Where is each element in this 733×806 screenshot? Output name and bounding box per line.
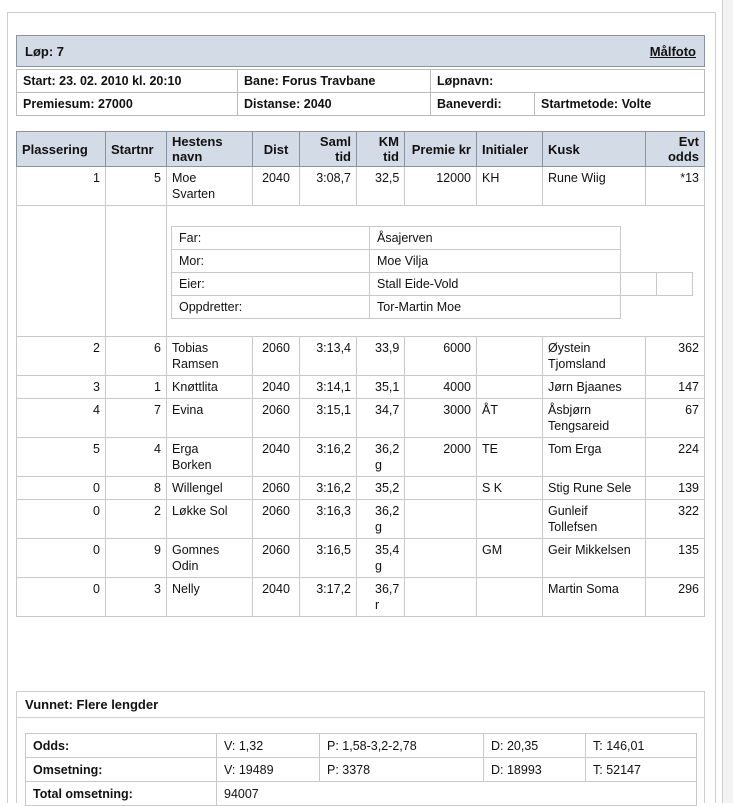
cell-horse-name (167, 539, 253, 578)
cell-driver-text: Jørn Bjaanes (548, 380, 622, 394)
cell-horse-name (167, 578, 253, 617)
cell-horse-name-text: Nelly (172, 582, 200, 596)
cell-total-time (300, 578, 357, 617)
cell-prize-text: 3000 (443, 403, 471, 417)
cell-horse-name (167, 500, 253, 539)
cell-startnr-text: 7 (154, 403, 161, 417)
cell-odds (646, 167, 705, 206)
cell-initials-text: S K (482, 481, 503, 495)
pedigree-label: Mor: (172, 249, 370, 272)
cell-horse-name-text: Knøttlita (172, 380, 218, 394)
cell-placement (17, 167, 106, 206)
cell-horse-name-text: Gomnes Odin (172, 543, 220, 573)
cell-startnr (106, 167, 167, 206)
photo-finish-link[interactable]: Målfoto (649, 43, 696, 59)
cell-total-time (300, 500, 357, 539)
cell-startnr (106, 376, 167, 399)
cell-prize (405, 337, 477, 376)
cell-prize-text: 4000 (443, 380, 471, 394)
track-value-label: Baneverdi: (431, 93, 535, 116)
cell-total-time-text: 3:16,5 (316, 543, 351, 557)
cell-prize (405, 438, 477, 477)
cell-placement (17, 578, 106, 617)
cell-odds-text: *13 (680, 171, 699, 185)
cell-dist (253, 337, 300, 376)
cell-driver (543, 477, 646, 500)
won-by: Vunnet: Flere lengder (16, 691, 705, 718)
cell-horse-name-text: Willengel (172, 481, 223, 495)
cell-odds-text: 67 (685, 403, 699, 417)
cell-startnr (106, 500, 167, 539)
scrollbar-track[interactable] (722, 0, 733, 803)
cell-dist (253, 438, 300, 477)
turnover-place: P: 3378 (320, 758, 484, 782)
table-row (17, 477, 705, 500)
cell-horse-name-text: Evina (172, 403, 204, 417)
cell-km-time (357, 578, 405, 617)
cell-km-time (357, 167, 405, 206)
cell-placement (17, 477, 106, 500)
col-horse-name: Hestens navn (167, 132, 253, 167)
pedigree-item (172, 226, 693, 249)
total-turnover-value: 94007 (217, 782, 697, 806)
cell-driver-text: Martin Soma (548, 582, 619, 596)
cell-startnr-text: 6 (154, 341, 161, 355)
cell-odds (646, 376, 705, 399)
cell-placement-text: 4 (93, 403, 100, 417)
prize-sum-info: Premiesum: 27000 (17, 93, 238, 116)
cell-placement (17, 337, 106, 376)
distance-info: Distanse: 2040 (238, 93, 431, 116)
cell-prize (405, 167, 477, 206)
cell-prize (405, 539, 477, 578)
cell-dist-text: 2060 (262, 504, 290, 518)
pedigree-row (17, 206, 705, 337)
cell-initials (477, 578, 543, 617)
pedigree-item (172, 272, 693, 295)
pedigree-spacer (106, 206, 167, 337)
cell-odds-text: 322 (678, 504, 699, 518)
table-row (17, 500, 705, 539)
cell-prize-text: 6000 (443, 341, 471, 355)
cell-initials-text: GM (482, 543, 503, 557)
col-driver: Kusk (543, 132, 646, 167)
cell-total-time-text: 3:08,7 (316, 171, 351, 185)
col-km-time: KM tid (357, 132, 405, 167)
cell-driver-text: Rune Wiig (548, 171, 606, 185)
cell-odds (646, 578, 705, 617)
table-row (17, 376, 705, 399)
pedigree-label: Far: (172, 226, 370, 249)
cell-dist (253, 500, 300, 539)
table-row (17, 167, 705, 206)
pedigree-label: Eier: (172, 272, 370, 295)
cell-total-time-text: 3:16,2 (316, 442, 351, 456)
cell-placement-text: 0 (93, 543, 100, 557)
cell-km-time-text: 36,2 g (375, 442, 400, 472)
cell-dist (253, 376, 300, 399)
table-row (17, 337, 705, 376)
cell-horse-name (167, 337, 253, 376)
cell-km-time-text: 34,7 (375, 403, 400, 417)
cell-odds (646, 539, 705, 578)
cell-odds-text: 139 (678, 481, 699, 495)
cell-dist-text: 2040 (262, 380, 290, 394)
cell-driver (543, 578, 646, 617)
race-info-table (16, 69, 705, 116)
cell-startnr-text: 4 (154, 442, 161, 456)
cell-placement (17, 500, 106, 539)
cell-dist (253, 167, 300, 206)
turnover-win: V: 19489 (217, 758, 320, 782)
pedigree-value: Tor-Martin Moe (370, 295, 621, 318)
cell-km-time (357, 500, 405, 539)
cell-initials (477, 337, 543, 376)
cell-km-time (357, 337, 405, 376)
turnover-label: Omsetning: (26, 758, 217, 782)
cell-placement (17, 376, 106, 399)
total-turnover-label: Total omsetning: (26, 782, 217, 806)
turnover-trio: T: 52147 (586, 758, 697, 782)
cell-initials-text: KH (482, 171, 500, 185)
cell-prize (405, 500, 477, 539)
cell-km-time-text: 35,2 (375, 481, 400, 495)
cell-odds-text: 224 (678, 442, 699, 456)
cell-driver (543, 399, 646, 438)
cell-dist (253, 399, 300, 438)
cell-prize (405, 477, 477, 500)
cell-initials (477, 376, 543, 399)
race-name-label: Løpnavn: (431, 70, 705, 93)
pedigree-extra (621, 272, 657, 295)
pedigree-item (172, 249, 693, 272)
cell-total-time (300, 539, 357, 578)
cell-odds (646, 500, 705, 539)
cell-placement (17, 399, 106, 438)
cell-km-time (357, 399, 405, 438)
pedigree-value: Åsajerven (370, 226, 621, 249)
cell-driver-text: Tom Erga (548, 442, 602, 456)
cell-placement-text: 5 (93, 442, 100, 456)
odds-table (25, 733, 697, 806)
cell-prize-text: 2000 (443, 442, 471, 456)
cell-dist-text: 2040 (262, 171, 290, 185)
pedigree-extra (657, 272, 693, 295)
start-info: Start: 23. 02. 2010 kl. 20:10 (17, 70, 238, 93)
cell-total-time (300, 376, 357, 399)
cell-initials-text: ÅT (482, 403, 498, 417)
col-prize: Premie kr (405, 132, 477, 167)
odds-trio: T: 146,01 (586, 734, 697, 758)
cell-total-time (300, 399, 357, 438)
cell-prize-text: 12000 (436, 171, 471, 185)
cell-total-time-text: 3:14,1 (316, 380, 351, 394)
cell-driver-text: Geir Mikkelsen (548, 543, 631, 557)
results-header-row (17, 132, 705, 167)
pedigree-item (172, 295, 693, 318)
cell-placement-text: 3 (93, 380, 100, 394)
cell-driver (543, 167, 646, 206)
cell-dist (253, 477, 300, 500)
cell-dist (253, 539, 300, 578)
cell-horse-name (167, 438, 253, 477)
odds-win: V: 1,32 (217, 734, 320, 758)
cell-startnr (106, 477, 167, 500)
cell-placement-text: 0 (93, 582, 100, 596)
col-initials: Initialer (477, 132, 543, 167)
cell-prize (405, 376, 477, 399)
cell-placement (17, 438, 106, 477)
pedigree-value: Stall Eide-Vold (370, 272, 621, 295)
cell-placement-text: 1 (93, 171, 100, 185)
cell-startnr (106, 578, 167, 617)
col-startnr: Startnr (106, 132, 167, 167)
cell-total-time-text: 3:15,1 (316, 403, 351, 417)
cell-startnr-text: 5 (154, 171, 161, 185)
cell-startnr-text: 8 (154, 481, 161, 495)
cell-initials-text: TE (482, 442, 498, 456)
cell-dist-text: 2040 (262, 582, 290, 596)
cell-startnr (106, 539, 167, 578)
cell-startnr-text: 1 (154, 380, 161, 394)
cell-driver-text: Åsbjørn Tengsareid (548, 403, 610, 433)
cell-km-time (357, 539, 405, 578)
pedigree-cell (167, 206, 705, 337)
cell-odds-text: 362 (678, 341, 699, 355)
cell-driver-text: Gunleif Tollefsen (548, 504, 598, 534)
cell-odds (646, 399, 705, 438)
odds-place: P: 1,58-3,2-2,78 (320, 734, 484, 758)
cell-startnr (106, 438, 167, 477)
cell-startnr (106, 399, 167, 438)
cell-prize (405, 399, 477, 438)
pedigree-value: Moe Vilja (370, 249, 621, 272)
cell-dist (253, 578, 300, 617)
cell-driver (543, 539, 646, 578)
cell-horse-name (167, 376, 253, 399)
cell-horse-name-text: Erga Borken (172, 442, 212, 472)
cell-initials (477, 399, 543, 438)
cell-total-time-text: 3:17,2 (316, 582, 351, 596)
table-row (17, 399, 705, 438)
race-header (16, 35, 705, 67)
race-title: Løp: 7 (25, 43, 64, 59)
cell-driver-text: Stig Rune Sele (548, 481, 632, 495)
odds-double: D: 20,35 (484, 734, 586, 758)
cell-dist-text: 2040 (262, 442, 290, 456)
cell-driver (543, 500, 646, 539)
start-method-info: Startmetode: Volte (535, 93, 705, 116)
cell-km-time-text: 35,1 (375, 380, 400, 394)
cell-odds-text: 296 (678, 582, 699, 596)
cell-km-time-text: 35,4 g (375, 543, 400, 573)
cell-horse-name-text: Tobias Ramsen (172, 341, 219, 371)
cell-odds-text: 147 (678, 380, 699, 394)
cell-startnr-text: 2 (154, 504, 161, 518)
cell-km-time-text: 32,5 (375, 171, 400, 185)
cell-dist-text: 2060 (262, 341, 290, 355)
cell-km-time (357, 376, 405, 399)
table-row (17, 438, 705, 477)
cell-horse-name (167, 477, 253, 500)
cell-total-time-text: 3:16,3 (316, 504, 351, 518)
cell-startnr-text: 9 (154, 543, 161, 557)
cell-total-time (300, 438, 357, 477)
cell-initials (477, 500, 543, 539)
cell-horse-name (167, 167, 253, 206)
cell-placement-text: 0 (93, 504, 100, 518)
pedigree-label: Oppdretter: (172, 295, 370, 318)
cell-initials (477, 539, 543, 578)
cell-initials (477, 438, 543, 477)
odds-label: Odds: (26, 734, 217, 758)
cell-odds (646, 337, 705, 376)
cell-km-time-text: 33,9 (375, 341, 400, 355)
cell-km-time (357, 438, 405, 477)
cell-total-time (300, 337, 357, 376)
cell-placement-text: 0 (93, 481, 100, 495)
cell-startnr (106, 337, 167, 376)
col-total-time: Saml tid (300, 132, 357, 167)
cell-km-time-text: 36,7 r (375, 582, 400, 612)
cell-odds (646, 438, 705, 477)
cell-total-time (300, 477, 357, 500)
pedigree-table (171, 226, 693, 319)
col-placement: Plassering (17, 132, 106, 167)
turnover-double: D: 18993 (484, 758, 586, 782)
track-info: Bane: Forus Travbane (238, 70, 431, 93)
table-row (17, 578, 705, 617)
cell-horse-name (167, 399, 253, 438)
cell-dist-text: 2060 (262, 543, 290, 557)
cell-driver (543, 438, 646, 477)
cell-driver (543, 376, 646, 399)
cell-dist-text: 2060 (262, 403, 290, 417)
table-row (17, 539, 705, 578)
col-dist: Dist (253, 132, 300, 167)
cell-km-time-text: 36,2 g (375, 504, 400, 534)
pedigree-spacer (17, 206, 106, 337)
results-table (16, 131, 705, 617)
cell-placement (17, 539, 106, 578)
cell-horse-name-text: Moe Svarten (172, 171, 216, 201)
cell-odds (646, 477, 705, 500)
cell-startnr-text: 3 (154, 582, 161, 596)
cell-horse-name-text: Løkke Sol (172, 504, 228, 518)
cell-dist-text: 2060 (262, 481, 290, 495)
cell-odds-text: 135 (678, 543, 699, 557)
cell-driver (543, 337, 646, 376)
cell-km-time (357, 477, 405, 500)
cell-total-time-text: 3:16,2 (316, 481, 351, 495)
cell-total-time (300, 167, 357, 206)
cell-placement-text: 2 (93, 341, 100, 355)
cell-driver-text: Øystein Tjomsland (548, 341, 606, 371)
cell-initials (477, 167, 543, 206)
cell-initials (477, 477, 543, 500)
col-odds: Evt odds (646, 132, 705, 167)
cell-total-time-text: 3:13,4 (316, 341, 351, 355)
cell-prize (405, 578, 477, 617)
